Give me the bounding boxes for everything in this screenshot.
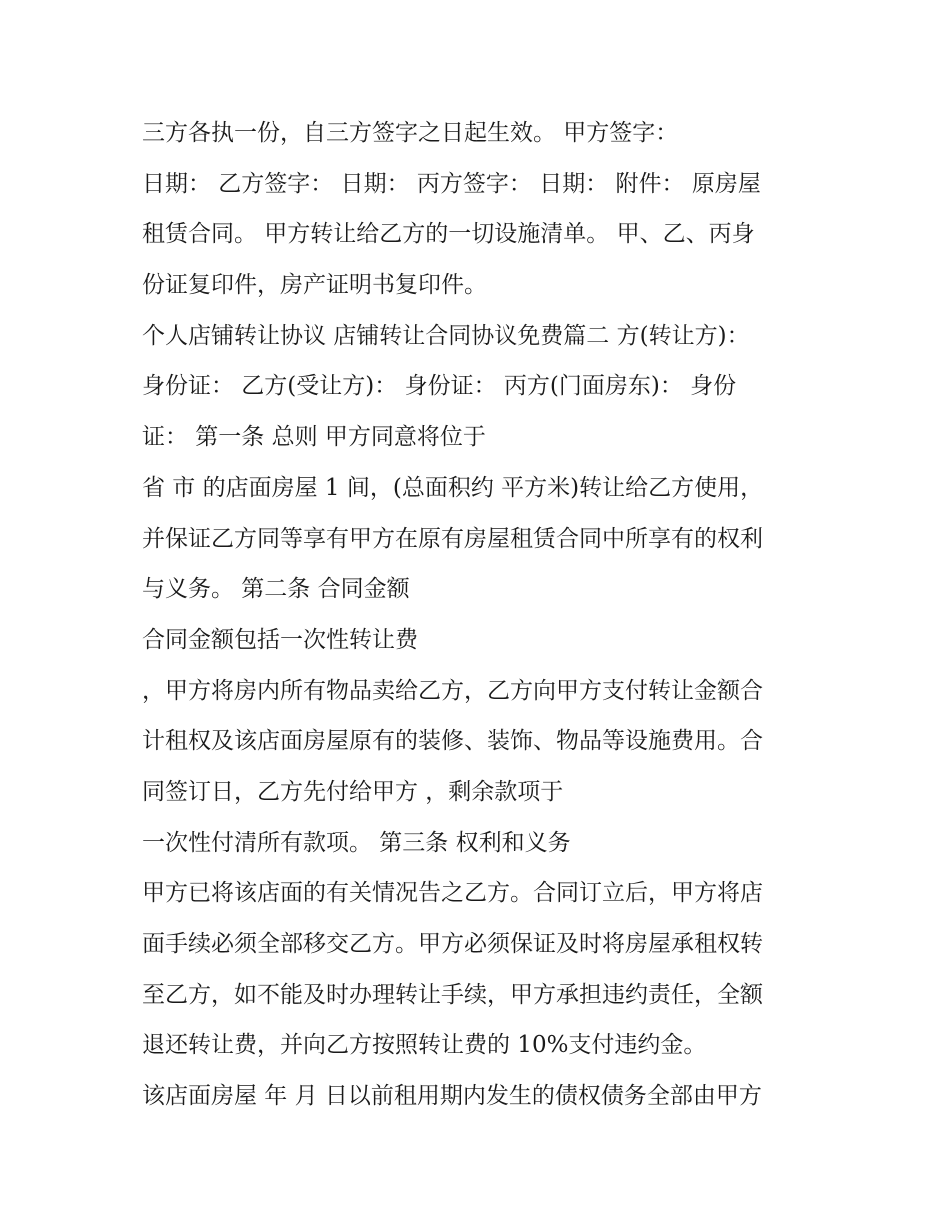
text-line: 身份证： 乙方(受让方)： 身份证： 丙方(门面房东)： 身份 bbox=[142, 373, 737, 400]
text-line: 三方各执一份，自三方签字之日起生效。 甲方签字： bbox=[142, 120, 679, 146]
text-line: 一次性付清所有款项。 第三条 权利和义务 bbox=[142, 829, 571, 856]
text-line: 至乙方，如不能及时办理转让手续，甲方承担违约责任，全额 bbox=[142, 981, 763, 1008]
text-line: 该店面房屋 年 月 日以前租用期内发生的债权债务全部由甲方 bbox=[142, 1083, 762, 1110]
contract-text bbox=[142, 108, 822, 1122]
text-line: 与义务。 第二条 合同金额 bbox=[142, 576, 410, 603]
section-heading-line: 个人店铺转让协议 店铺转让合同协议免费篇二 方(转让方)： bbox=[142, 322, 750, 349]
text-line: 日期： 乙方签字： 日期： 丙方签字： 日期： 附件： 原房屋 bbox=[142, 170, 761, 197]
text-line: 并保证乙方同等享有甲方在原有房屋租赁合同中所享有的权利 bbox=[142, 525, 763, 552]
text-line: 计租权及该店面房屋原有的装修、装饰、物品等设施费用。合 bbox=[142, 728, 763, 755]
text-line: 省 市 的店面房屋 1 间，(总面积约 平方米)转让给乙方使用， bbox=[142, 474, 764, 501]
text-line: 退还转让费，并向乙方按照转让费的 10%支付违约金。 bbox=[142, 1032, 707, 1059]
text-line: 面手续必须全部移交乙方。甲方必须保证及时将房屋承租权转 bbox=[142, 931, 763, 957]
text-line: ，甲方将房内所有物品卖给乙方，乙方向甲方支付转让金额合 bbox=[142, 677, 763, 704]
text-line: 份证复印件，房产证明书复印件。 bbox=[142, 272, 487, 299]
text-line: 甲方已将该店面的有关情况告之乙方。合同订立后，甲方将店 bbox=[142, 880, 763, 907]
text-line: 证： 第一条 总则 甲方同意将位于 bbox=[142, 424, 486, 451]
text-line: 同签订日，乙方先付给甲方 ，剩余款项于 bbox=[142, 778, 564, 805]
text-line: 租赁合同。 甲方转让给乙方的一切设施清单。 甲、乙、丙身 bbox=[142, 221, 755, 248]
text-line: 合同金额包括一次性转让费 bbox=[142, 626, 418, 653]
